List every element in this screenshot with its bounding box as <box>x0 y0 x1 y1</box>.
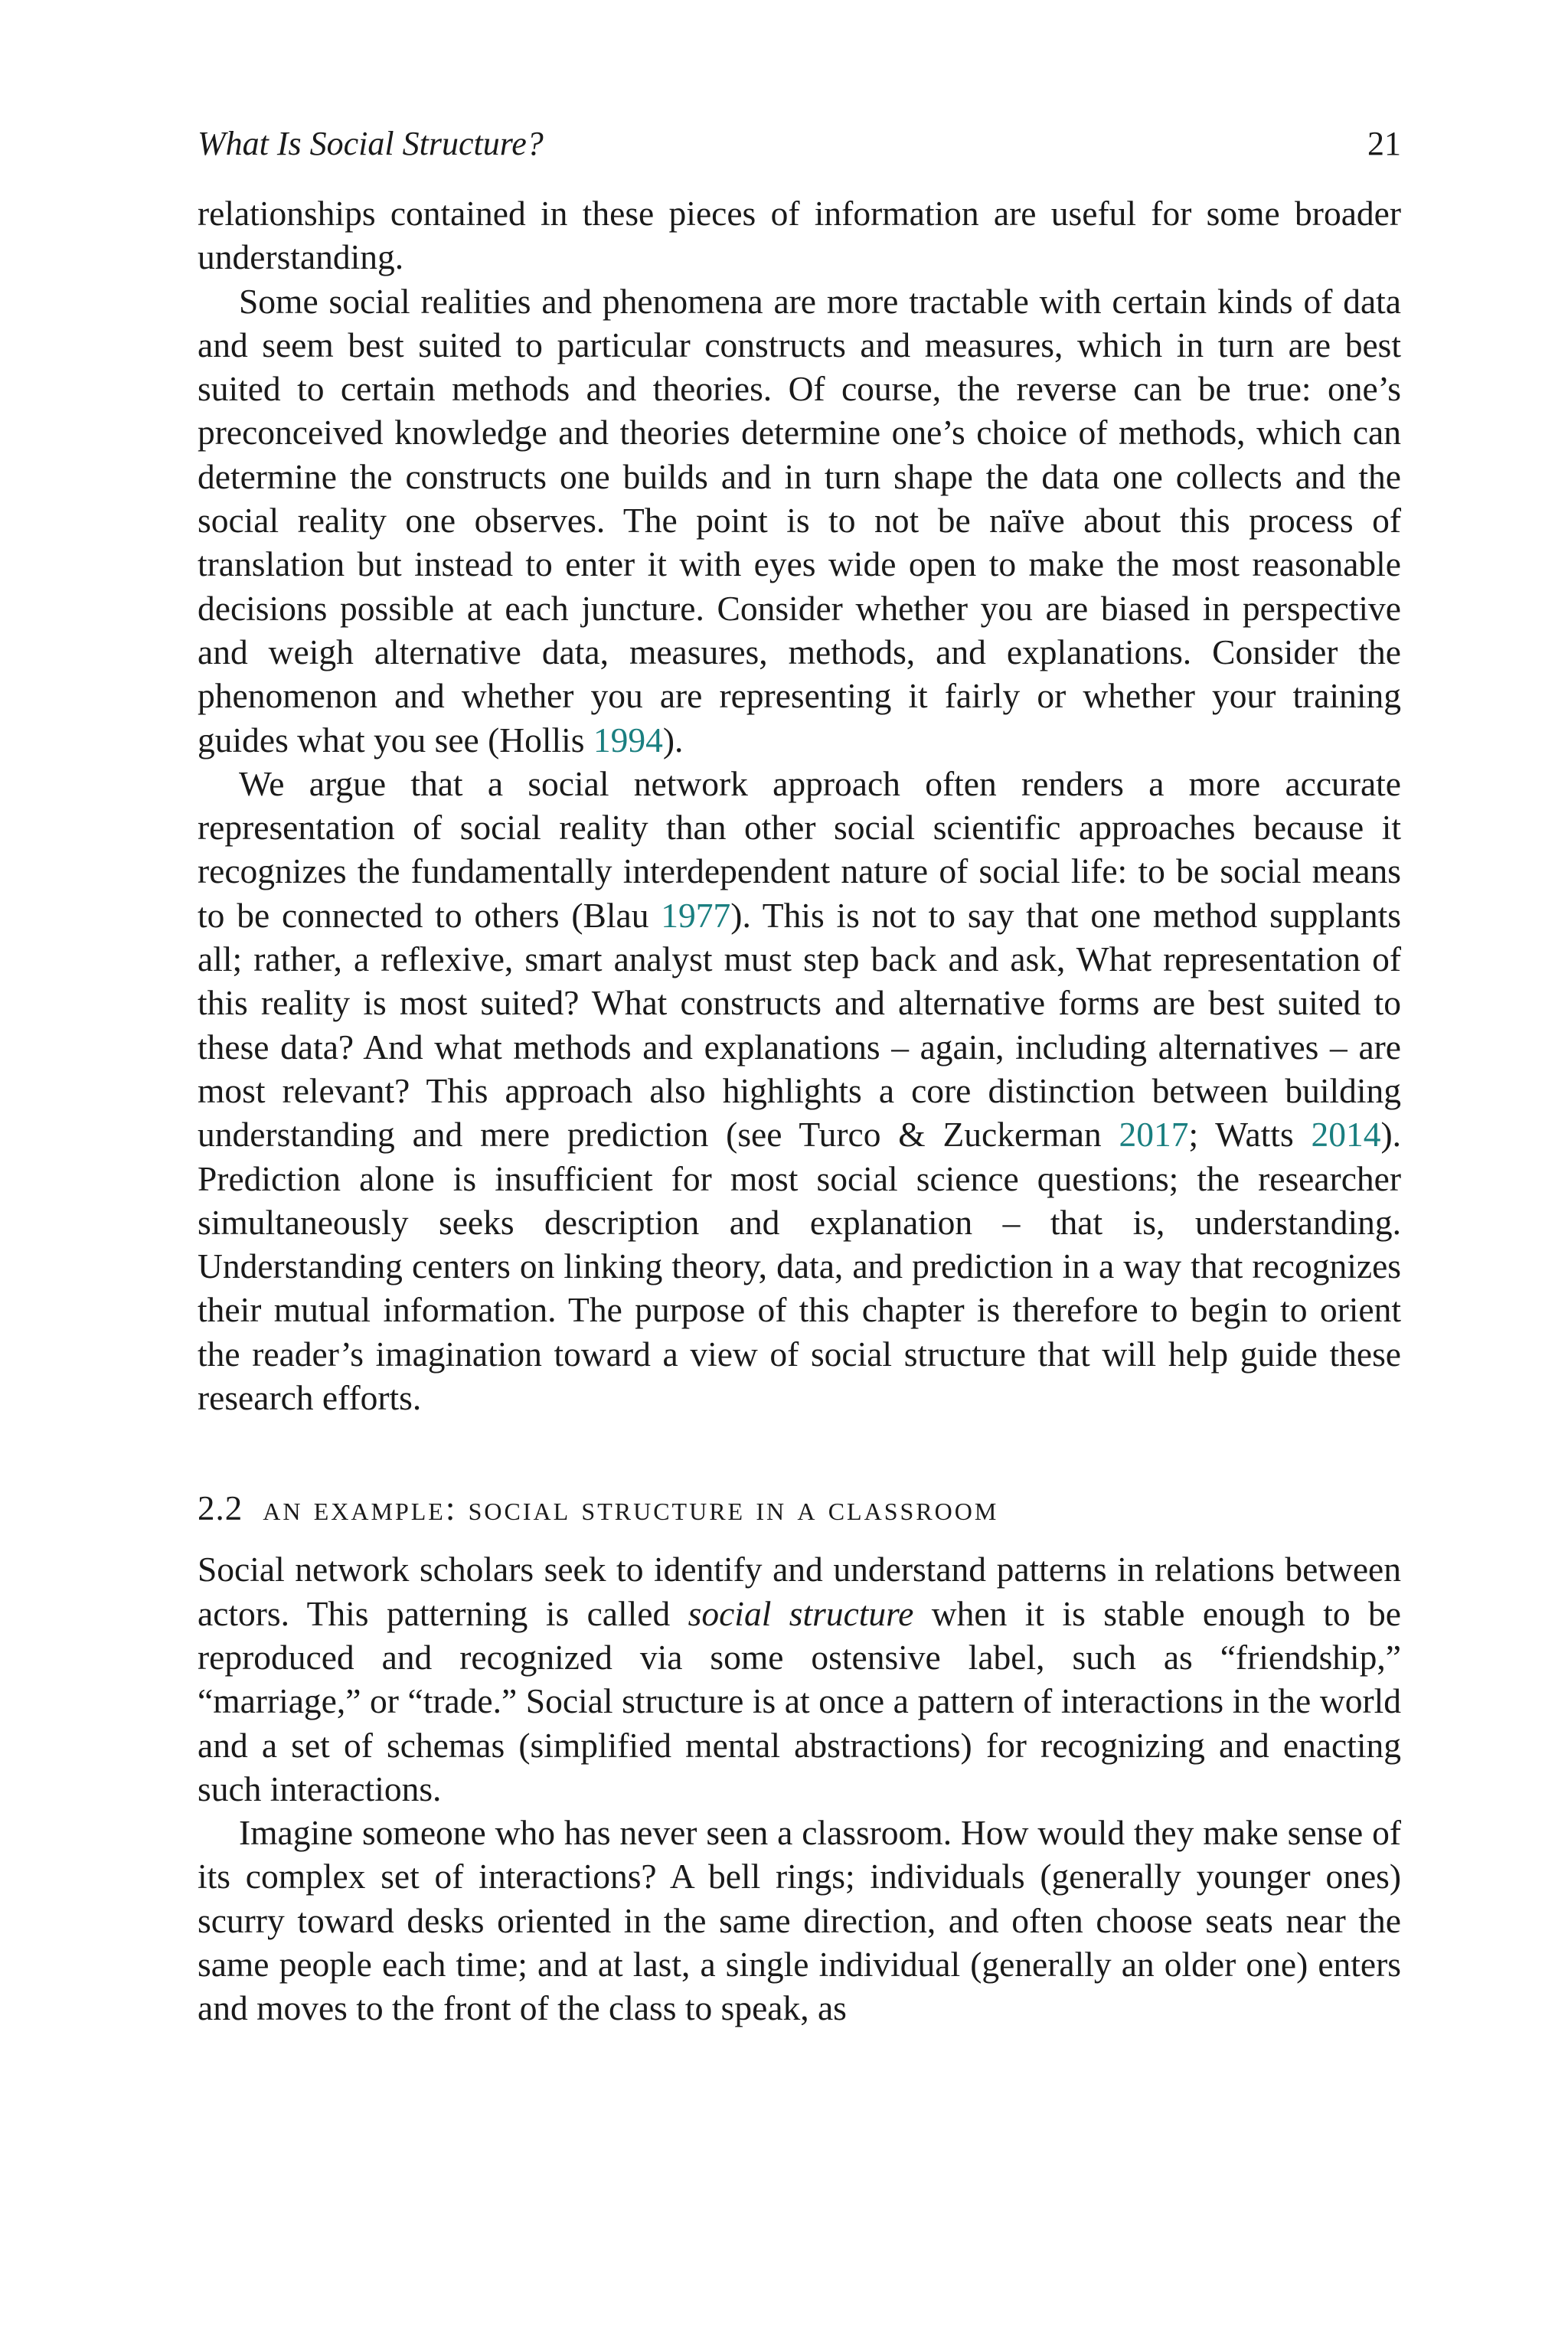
citation-year-link[interactable]: 2014 <box>1311 1115 1381 1155</box>
running-head <box>198 122 1401 165</box>
section-title: an example: social structure in a classroom <box>263 1489 999 1528</box>
text-run: when it is stable enough to be reproduced and recognized via some ostensive label, such as “friendship,” “marriage,” or “trade.” Social structure is at once a pattern of interactions in the world and a set of schemas (simplified mental abstractions) for recognizing and enacting such interactions. <box>198 1593 1401 1808</box>
text-run: We argue that a social network approach often renders a more accurate representation of social reality than other social scientific approaches because it recognizes the fundamentally interdependent nature of social life: to be social means to be connected to others (Blau <box>198 763 1401 935</box>
running-title: What Is Social Structure? <box>198 125 544 162</box>
intro-body-text <box>198 191 1401 1419</box>
citation-year-link[interactable]: 1977 <box>661 895 731 935</box>
emphasis-text: social structure <box>688 1593 914 1633</box>
paragraph <box>198 279 1401 762</box>
paragraph <box>198 1547 1401 1811</box>
citation-year-link[interactable]: 1994 <box>593 720 663 760</box>
section-number: 2.2 <box>198 1489 243 1528</box>
text-run: Imagine someone who has never seen a classroom. How would they make sense of its complex set of interactions? A bell rings; individuals (generally younger ones) scurry toward desks oriented in the same direction, and often choose seats near the same people each time; and at last, a single individual (generally an older one) enters and moves to the front of the class to speak, as <box>198 1813 1401 2028</box>
text-run: Some social realities and phenomena are more tractable with certain kinds of data and seem best suited to particular constructs and measures, which in turn are best suited to certain methods and theories. Of course, the reverse can be true: one’s preconceived knowledge and theories determine one’s choice of methods, which can determine the constructs one builds and in turn shape the data one collects and the social reality one observes. The point is to not be naïve about this process of translation but instead to enter it with eyes wide open to make the most reasonable decisions possible at each juncture. Consider whether you are biased in perspective and weigh alternative data, measures, methods, and explanations. Consider the phenomenon and whether you are representing it fairly or whether your training guides what you see (Hollis <box>198 281 1401 760</box>
paragraph <box>198 191 1401 279</box>
text-run: ). <box>662 720 684 760</box>
text-run: ). This is not to say that one method supplants all; rather, a reflexive, smart analyst must step back and ask, What representation of this reality is most suited? What constructs and alternative forms are best suited to these data? And what methods and explanations – again, including alternatives – are most relevant? This approach also highlights a core distinction between building understanding and mere prediction (see Turco & Zuckerman <box>198 895 1402 1155</box>
text-run: Social network scholars seek to identify and understand patterns in relations between actors. This patterning is called <box>198 1550 1401 1633</box>
text-run: relationships contained in these pieces of information are useful for some broader understanding. <box>198 194 1401 277</box>
paragraph <box>198 1811 1401 2030</box>
text-run: ). Prediction alone is insufficient for most social science questions; the researcher simultaneously seeks description and explanation – that is, understanding. Understanding centers on linking theory, data, and prediction in a way that recognizes their mutual information. The purpose of this chapter is therefore to begin to orient the reader’s imagination toward a view of social structure that will help guide these research efforts. <box>198 1115 1402 1418</box>
book-page <box>198 122 1401 2030</box>
section-body-text <box>198 1547 1401 2030</box>
page-number: 21 <box>1367 125 1401 162</box>
section-heading <box>198 1487 1401 1530</box>
citation-year-link[interactable]: 2017 <box>1119 1115 1189 1155</box>
paragraph <box>198 762 1401 1419</box>
text-run: ; Watts <box>1188 1115 1312 1155</box>
